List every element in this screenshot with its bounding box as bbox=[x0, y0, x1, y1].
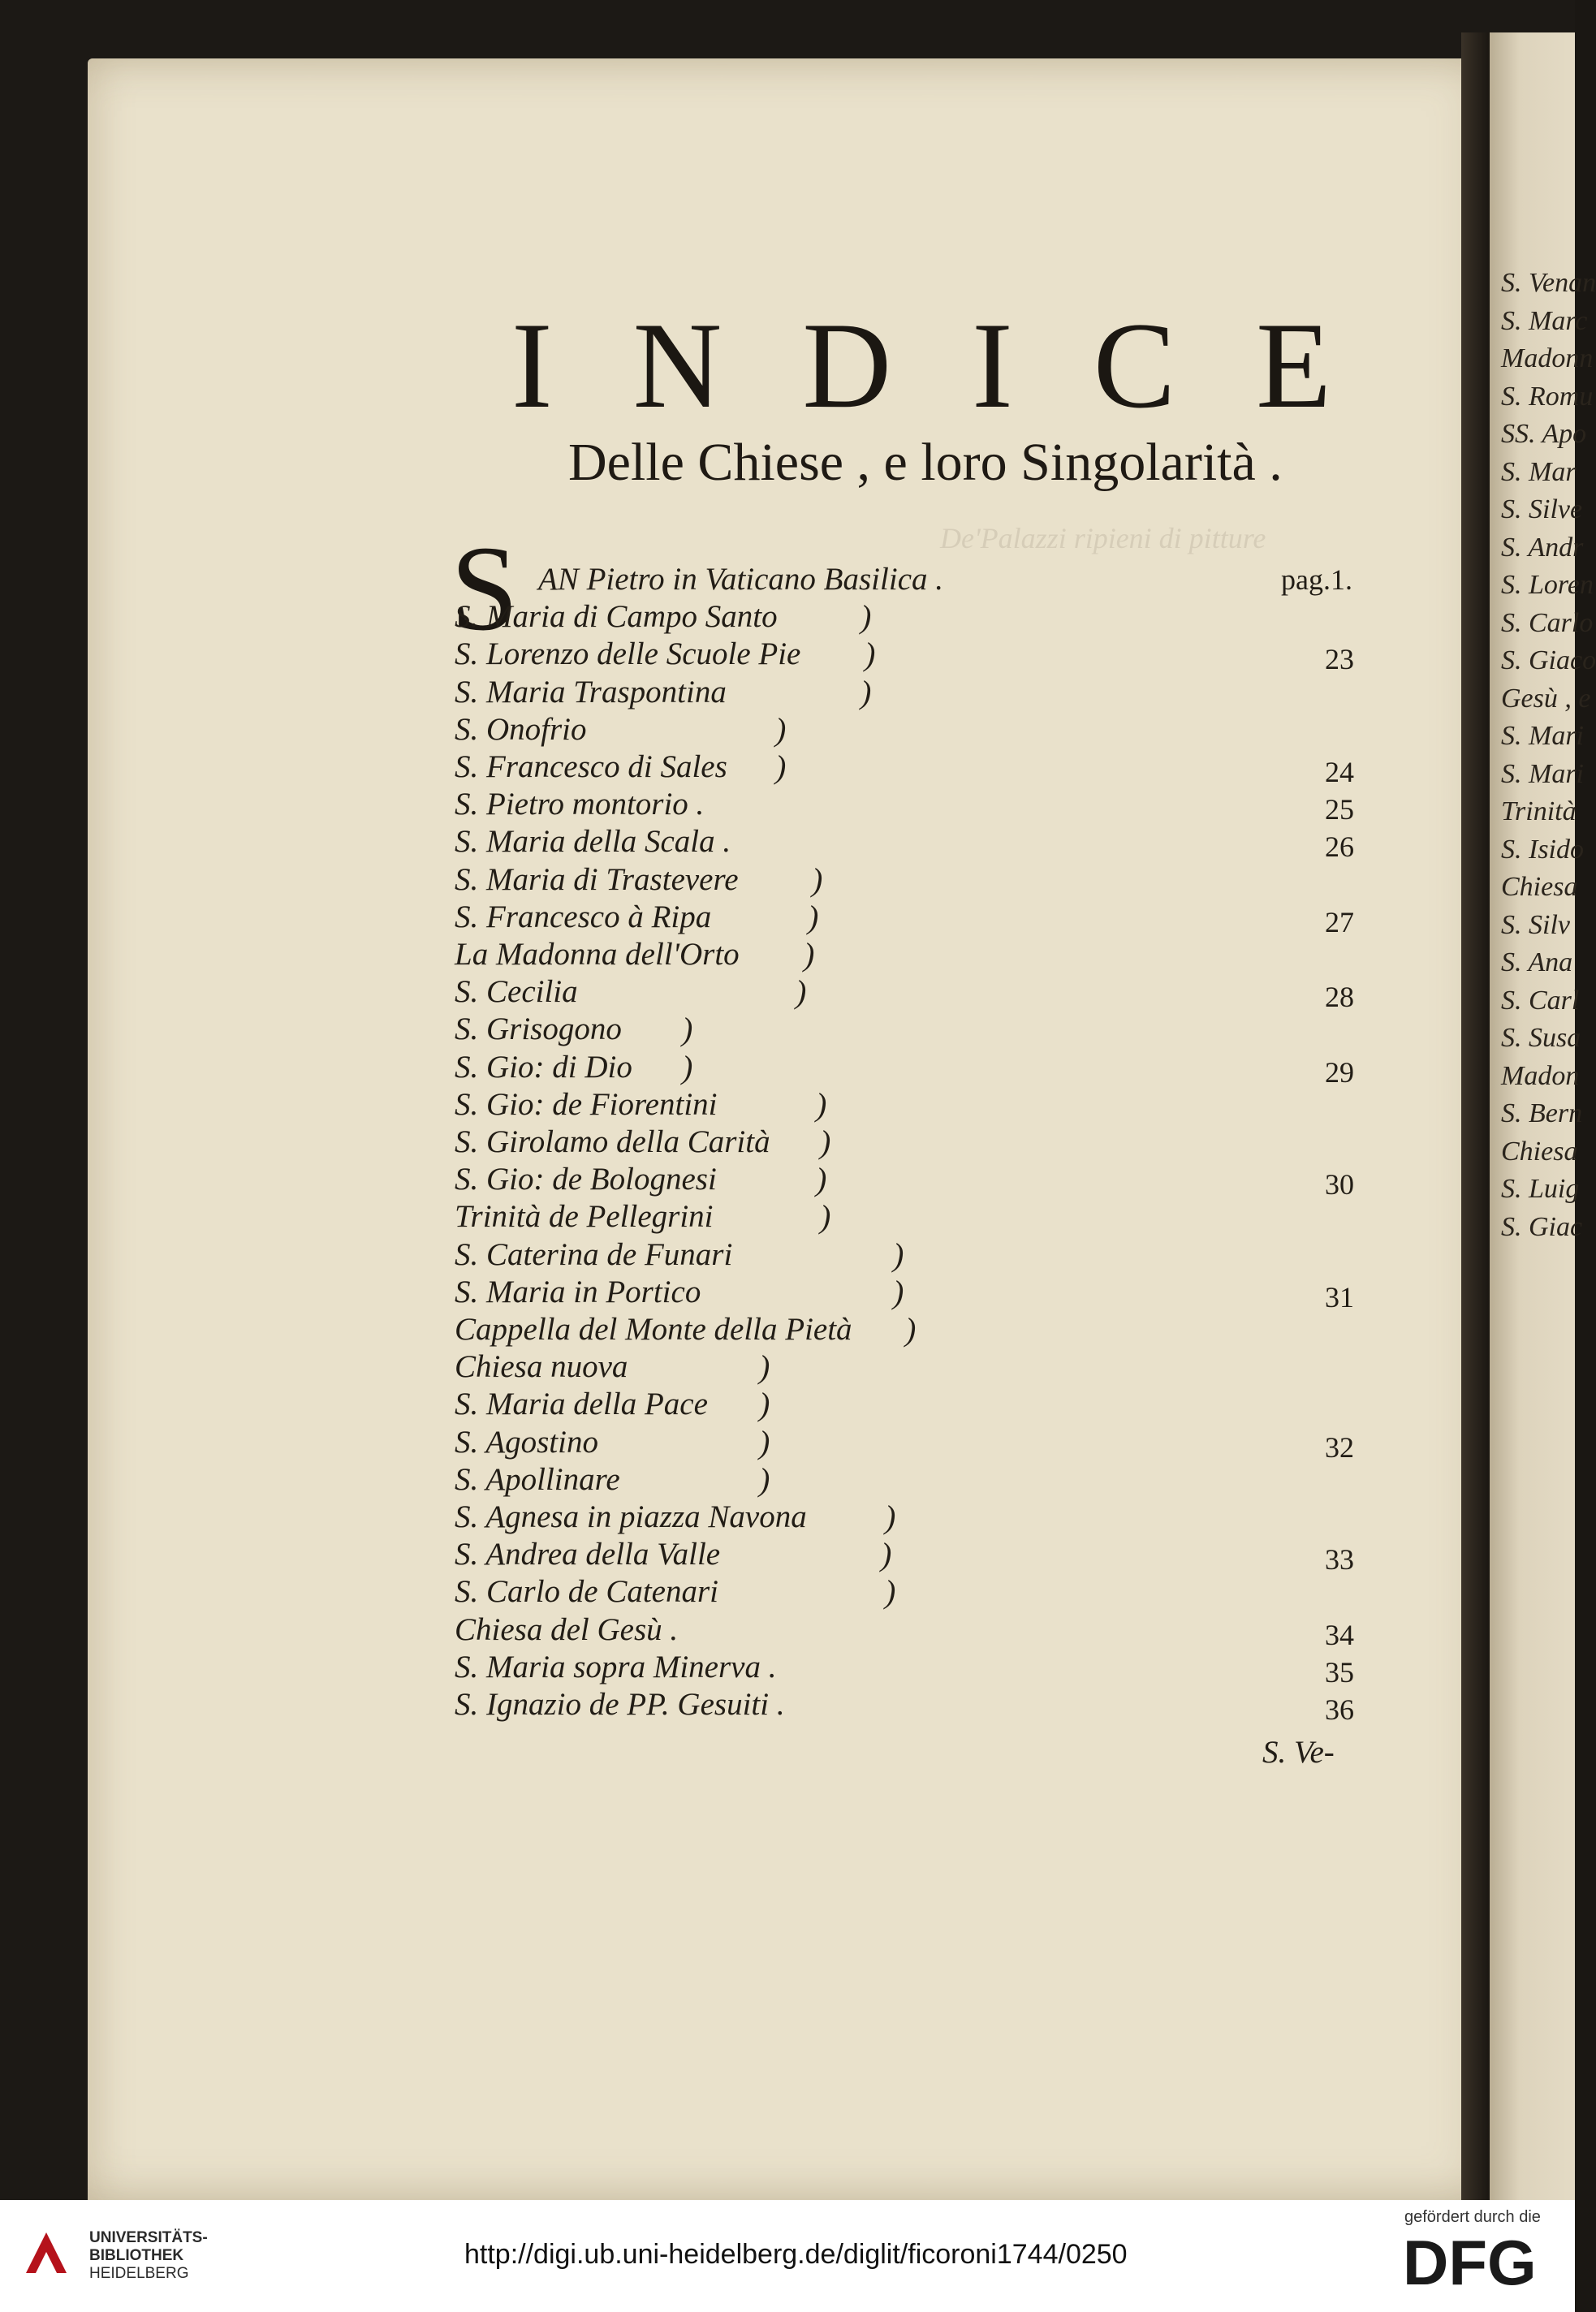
page-number: 31 bbox=[1325, 1280, 1354, 1313]
facing-page-entry: Chiesa bbox=[1501, 1136, 1578, 1167]
facing-page-entry: S. Giaco bbox=[1501, 645, 1596, 675]
index-entry: S. Maria di Campo Santo bbox=[455, 599, 778, 635]
grouping-brace: ) bbox=[759, 1460, 770, 1498]
grouping-brace: ) bbox=[816, 1085, 827, 1123]
index-entry: S. Maria della Pace bbox=[455, 1387, 708, 1422]
page-subtitle: Delle Chiese , e loro Singolarità . bbox=[568, 433, 1283, 492]
index-entry: S. Onofrio bbox=[455, 711, 587, 747]
dfg-logo-text: DFG bbox=[1403, 2227, 1537, 2298]
title-letter: I bbox=[511, 297, 553, 434]
drop-capital: S bbox=[451, 521, 519, 656]
page-number: 29 bbox=[1325, 1055, 1354, 1089]
page-number: 35 bbox=[1325, 1655, 1354, 1689]
index-entry: S. Gio: de Bolognesi bbox=[455, 1162, 717, 1197]
index-entry: S. Girolamo della Carità bbox=[455, 1124, 770, 1159]
page-number: 36 bbox=[1325, 1693, 1354, 1726]
index-entry: S. Gio: di Dio bbox=[455, 1049, 632, 1085]
grouping-brace: ) bbox=[759, 1348, 770, 1386]
facing-page-entry: S. Ana bbox=[1501, 947, 1573, 977]
grouping-brace: ) bbox=[893, 1273, 904, 1310]
library-name-line: HEIDELBERG bbox=[89, 2265, 189, 2282]
facing-page-entry: Madonn bbox=[1501, 343, 1594, 373]
index-entry: S. Ignazio de PP. Gesuiti . bbox=[455, 1687, 785, 1722]
page-number: 26 bbox=[1325, 830, 1354, 864]
index-entry: S. Carlo de Catenari bbox=[455, 1574, 719, 1610]
page-number: 32 bbox=[1325, 1430, 1354, 1464]
grouping-brace: ) bbox=[812, 861, 823, 898]
index-entry: S. Maria della Scala . bbox=[455, 824, 731, 860]
facing-page-entry: Trinità bbox=[1501, 796, 1577, 826]
sponsor-label: gefördert durch die bbox=[1404, 2208, 1541, 2226]
facing-page-entry: SS. Apo bbox=[1501, 419, 1587, 449]
title-letter: I bbox=[972, 297, 1013, 434]
index-entry: S. Apollinare bbox=[455, 1461, 620, 1497]
index-entry: S. Lorenzo delle Scuole Pie bbox=[455, 636, 801, 672]
facing-page-entry: S. Isido bbox=[1501, 834, 1584, 865]
grouping-brace: ) bbox=[816, 1161, 827, 1198]
index-entry: S. Gio: de Fiorentini bbox=[455, 1086, 718, 1122]
facing-page-entry: S. Romu bbox=[1501, 381, 1594, 412]
title-letter: D bbox=[802, 297, 892, 434]
facing-page-entry: S. Bern bbox=[1501, 1098, 1583, 1128]
grouping-brace: ) bbox=[820, 1124, 831, 1160]
index-entry: S. Francesco à Ripa bbox=[455, 899, 712, 934]
facing-page-entry: S. Andr bbox=[1501, 532, 1584, 563]
page-number: 28 bbox=[1325, 981, 1354, 1014]
facing-page-edge bbox=[1490, 32, 1596, 2200]
grouping-brace: ) bbox=[905, 1311, 917, 1348]
facing-page-entry: Madon bbox=[1501, 1060, 1580, 1091]
grouping-brace: ) bbox=[885, 1499, 896, 1535]
grouping-brace: ) bbox=[865, 636, 876, 673]
page-number: 24 bbox=[1325, 756, 1354, 788]
facing-page-entry: S. Mari bbox=[1501, 758, 1584, 789]
facing-page-entry: S. Susa bbox=[1501, 1023, 1581, 1053]
library-name-line: UNIVERSITÄTS- bbox=[89, 2229, 208, 2246]
facing-page-entry: S. Mari bbox=[1501, 721, 1584, 751]
facing-page-entry: S. Silve bbox=[1501, 494, 1583, 524]
index-entry: Chiesa del Gesù . bbox=[455, 1611, 679, 1647]
index-entry: AN Pietro in Vaticano Basilica . bbox=[538, 562, 944, 597]
library-name bbox=[89, 2229, 208, 2283]
facing-page-entry: Chiesa bbox=[1501, 872, 1578, 902]
facing-page-entry: S. Venan bbox=[1501, 268, 1596, 298]
catchword: S. Ve- bbox=[1262, 1735, 1335, 1770]
permalink-url[interactable]: http://digi.ub.uni-heidelberg.de/diglit/ficoroni1744/0250 bbox=[464, 2239, 1128, 2270]
grouping-brace: ) bbox=[775, 710, 787, 748]
grouping-brace: ) bbox=[682, 1048, 693, 1085]
grouping-brace: ) bbox=[682, 1011, 693, 1048]
library-name-line: BIBLIOTHEK bbox=[89, 2247, 184, 2264]
university-library-logo-icon bbox=[18, 2224, 75, 2281]
title-letter: E bbox=[1256, 297, 1331, 434]
index-entry: S. Andrea della Valle bbox=[455, 1537, 721, 1572]
index-entry: Cappella del Monte della Pietà bbox=[455, 1312, 852, 1347]
grouping-brace: ) bbox=[759, 1386, 770, 1423]
grouping-brace: ) bbox=[885, 1573, 896, 1611]
facing-page-entry: S. Giac bbox=[1501, 1211, 1583, 1242]
index-entry: S. Cecilia bbox=[455, 974, 578, 1010]
page-number: 34 bbox=[1325, 1618, 1354, 1651]
grouping-brace: ) bbox=[861, 598, 872, 636]
dfg-logo-icon bbox=[1403, 2227, 1557, 2298]
facing-page-entry: Gesù , e bbox=[1501, 683, 1591, 714]
page-title bbox=[511, 297, 1331, 434]
page-number: 30 bbox=[1325, 1168, 1354, 1201]
index-entry: S. Caterina de Funari bbox=[455, 1236, 733, 1272]
page-number: pag.1. bbox=[1281, 563, 1352, 596]
facing-page-entry: S. Carlo bbox=[1501, 607, 1594, 638]
index-entry: S. Agostino bbox=[455, 1424, 598, 1460]
facing-page-entry: S. Loren bbox=[1501, 570, 1594, 600]
facing-page-entry: S. Marc bbox=[1501, 305, 1588, 336]
grouping-brace: ) bbox=[861, 673, 872, 710]
index-entry: S. Francesco di Sales bbox=[455, 749, 727, 784]
facing-page-entry: S. Mar bbox=[1501, 456, 1577, 487]
facing-page-entry: S. Luig bbox=[1501, 1174, 1580, 1204]
index-entry: S. Pietro montorio . bbox=[455, 787, 705, 822]
index-entry: S. Maria in Portico bbox=[455, 1274, 701, 1309]
index-entry: La Madonna dell'Orto bbox=[455, 937, 740, 972]
grouping-brace: ) bbox=[893, 1236, 904, 1273]
index-entry: Chiesa nuova bbox=[455, 1349, 628, 1385]
grouping-brace: ) bbox=[796, 973, 807, 1011]
index-entry: S. Maria Traspontina bbox=[455, 674, 727, 710]
index-entry: Trinità de Pellegrini bbox=[455, 1199, 714, 1235]
grouping-brace: ) bbox=[820, 1198, 831, 1236]
grouping-brace: ) bbox=[804, 936, 815, 973]
grouping-brace: ) bbox=[881, 1536, 892, 1573]
index-entry: S. Maria di Trastevere bbox=[455, 861, 739, 897]
grouping-brace: ) bbox=[759, 1423, 770, 1460]
page-number: 33 bbox=[1325, 1543, 1354, 1577]
page-number: 27 bbox=[1325, 905, 1354, 938]
page-number: 25 bbox=[1325, 793, 1354, 826]
grouping-brace: ) bbox=[775, 748, 787, 785]
index-entry: S. Grisogono bbox=[455, 1012, 622, 1047]
facing-page-entry: S. Silv bbox=[1501, 909, 1570, 940]
grouping-brace: ) bbox=[808, 898, 819, 935]
facing-page-entry: S. Carl bbox=[1501, 985, 1580, 1016]
title-letter: C bbox=[1093, 297, 1176, 434]
book-page: De'Palazzi ripieni di pitture bbox=[88, 58, 1504, 2200]
index-entry: S. Maria sopra Minerva . bbox=[455, 1649, 777, 1684]
title-letter: N bbox=[632, 297, 723, 434]
index-entry: S. Agnesa in piazza Navona bbox=[455, 1499, 807, 1534]
page-number: 23 bbox=[1325, 643, 1354, 676]
